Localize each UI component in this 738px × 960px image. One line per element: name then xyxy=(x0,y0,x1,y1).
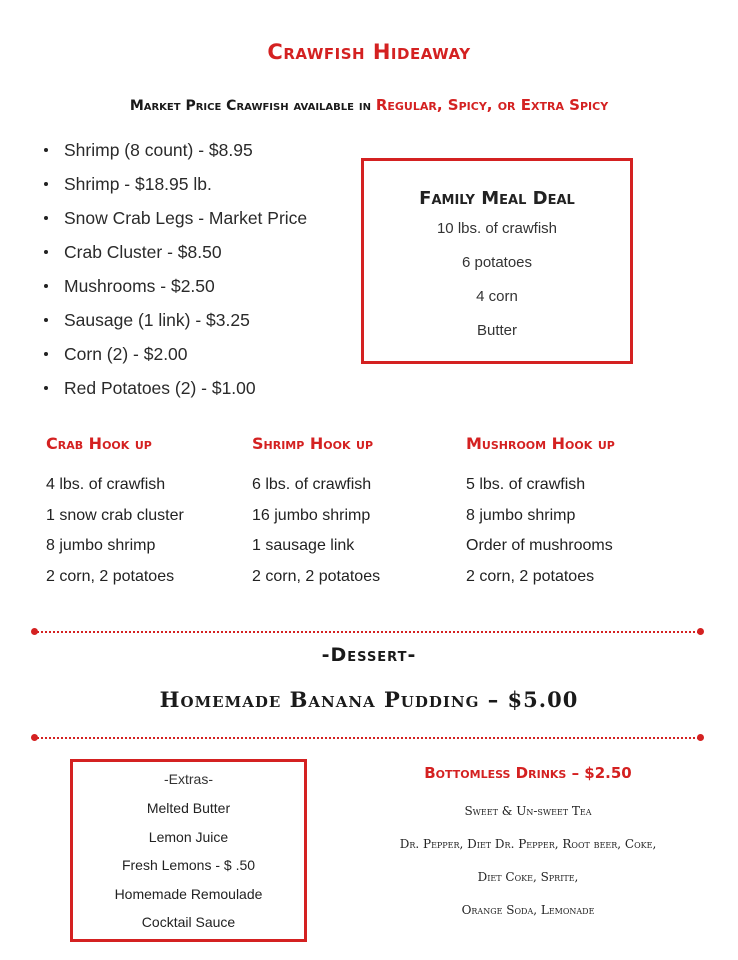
mushroom-hookup-title: Mushroom Hook up xyxy=(466,434,615,453)
hookup-item: 8 jumbo shrimp xyxy=(466,506,576,524)
family-deal-item: 4 corn xyxy=(476,288,518,305)
hookup-item: 2 corn, 2 potatoes xyxy=(46,567,175,585)
market-price-text: Market Price Crawfish available in xyxy=(129,98,371,114)
divider-end-dot xyxy=(697,734,704,741)
hookup-item: 2 corn, 2 potatoes xyxy=(466,567,595,585)
banana-pudding-item: Homemade Banana Pudding – $5.00 xyxy=(159,687,579,712)
hookup-item: 1 sausage link xyxy=(252,537,355,554)
menu-item-list xyxy=(42,138,307,410)
hookup-item: 6 lbs. of crawfish xyxy=(252,476,372,493)
list-item: Mushrooms - $2.50 xyxy=(42,274,307,308)
shrimp-hookup-title: Shrimp Hook up xyxy=(252,434,374,453)
list-item: Snow Crab Legs - Market Price xyxy=(42,206,307,240)
hookup-item: Order of mushrooms xyxy=(466,537,613,554)
extras-item: Cocktail Sauce xyxy=(141,914,236,930)
mushroom-hookup xyxy=(466,434,615,596)
hookup-item: 5 lbs. of crawfish xyxy=(466,476,586,493)
divider-end-dot xyxy=(31,734,38,741)
hookup-item: 16 jumbo shrimp xyxy=(252,506,371,524)
list-item: Crab Cluster - $8.50 xyxy=(42,240,307,274)
drinks-item: Orange Soda, Lemonade xyxy=(461,903,595,917)
extras-item: Melted Butter xyxy=(146,800,231,816)
extras-title: -Extras- xyxy=(164,771,213,787)
spice-options: Regular, Spicy, or Extra Spicy xyxy=(375,96,609,114)
extras-item: Fresh Lemons - $ .50 xyxy=(121,857,256,873)
divider-end-dot xyxy=(31,628,38,635)
hookup-item: 4 lbs. of crawfish xyxy=(46,476,166,493)
dotted-divider xyxy=(34,737,702,739)
drinks-item: Diet Coke, Sprite, xyxy=(477,870,579,884)
menu-title: Crawfish Hideaway xyxy=(267,40,471,64)
extras-item: Homemade Remoulade xyxy=(114,885,263,902)
hookup-item: 8 jumbo shrimp xyxy=(46,537,156,554)
crab-hookup-title: Crab Hook up xyxy=(46,434,152,453)
list-item: Shrimp - $18.95 lb. xyxy=(42,172,307,206)
divider-end-dot xyxy=(697,628,704,635)
hookup-item: 2 corn, 2 potatoes xyxy=(252,567,381,585)
extras-box xyxy=(70,759,307,942)
list-item: Corn (2) - $2.00 xyxy=(42,342,307,376)
shrimp-hookup xyxy=(252,434,380,596)
family-meal-deal-title: Family Meal Deal xyxy=(419,188,575,209)
family-deal-item: 6 potatoes xyxy=(461,254,533,271)
bottomless-drinks-title: Bottomless Drinks – $2.50 xyxy=(424,764,632,782)
drinks-item: Dr. Pepper, Diet Dr. Pepper, Root beer, Coke, xyxy=(399,837,657,851)
crab-hookup xyxy=(46,434,184,596)
list-item: Shrimp (8 count) - $8.95 xyxy=(42,138,307,172)
market-price-note xyxy=(0,96,738,114)
bottomless-drinks-section xyxy=(378,764,678,934)
family-deal-item: Butter xyxy=(476,322,518,339)
drinks-item: Sweet & Un-sweet Tea xyxy=(464,804,592,818)
hookup-item: 1 snow crab cluster xyxy=(46,506,184,524)
dessert-heading: -Dessert- xyxy=(321,644,417,666)
list-item: Sausage (1 link) - $3.25 xyxy=(42,308,307,342)
family-meal-deal-box xyxy=(361,158,633,364)
extras-item: Lemon Juice xyxy=(148,828,229,845)
family-deal-item: 10 lbs. of crawfish xyxy=(436,220,558,237)
dotted-divider xyxy=(34,631,702,633)
list-item: Red Potatoes (2) - $1.00 xyxy=(42,376,307,410)
